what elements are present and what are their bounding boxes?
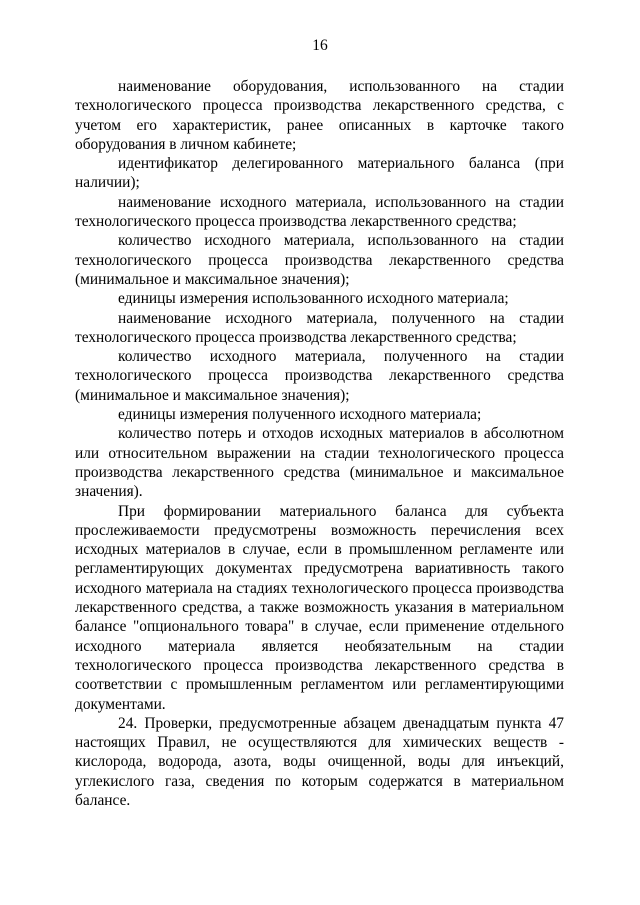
paragraph: наименование исходного материала, полученного на стадии технологического процесса производства лекарственного средства; [75, 309, 564, 346]
paragraph: количество исходного материала, полученного на стадии технологического процесса производства лекарственного средства (минимальное и максимальное значения); [75, 348, 564, 404]
page-number: 16 [312, 37, 328, 54]
paragraph: количество исходного материала, использованного на стадии технологического процесса производства лекарственного средства (минимальное и максимальное значения); [75, 232, 564, 288]
paragraph: наименование оборудования, использованного на стадии технологического процесса производства лекарственного средства, с учетом его характеристик, ранее описанных в карточке такого оборудования в личном кабинете; [75, 78, 564, 153]
paragraph: наименование исходного материала, использованного на стадии технологического процесса производства лекарственного средства; [75, 193, 564, 231]
document-body [75, 77, 564, 810]
paragraph: идентификатор делегированного материального баланса (при наличии); [75, 155, 564, 192]
paragraph: единицы измерения полученного исходного материала; [118, 406, 482, 424]
paragraph: При формировании материального баланса для субъекта прослеживаемости предусмотрены возможность перечисления всех исходных материалов в случае, если в промышленном регламенте или регламентирующих документах предусмотрена вариативность такого исходного материала на стадиях технологического процесса производства лекарственного средства, а также возможность указания в материальном балансе "опционального товара" в случае, если применение отдельного исходного материала является необязательным на стадии технологического процесса производства лекарственного средства в соответствии с промышленным регламентом или регламентирующими документами. [75, 502, 564, 713]
paragraph: единицы измерения использованного исходного материала; [118, 290, 509, 308]
paragraph: 24. Проверки, предусмотренные абзацем двенадцатым пункта 47 настоящих Правил, не осуществляются для химических веществ - кислорода, водорода, азота, воды очищенной, воды для инъекций, углекислого газа, сведения по которым содержатся в материальном балансе. [75, 714, 564, 809]
paragraph: количество потерь и отходов исходных материалов в абсолютном или относительном выражении на стадии технологического процесса производства лекарственного средства (минимальное и максимальное значения). [75, 425, 564, 501]
